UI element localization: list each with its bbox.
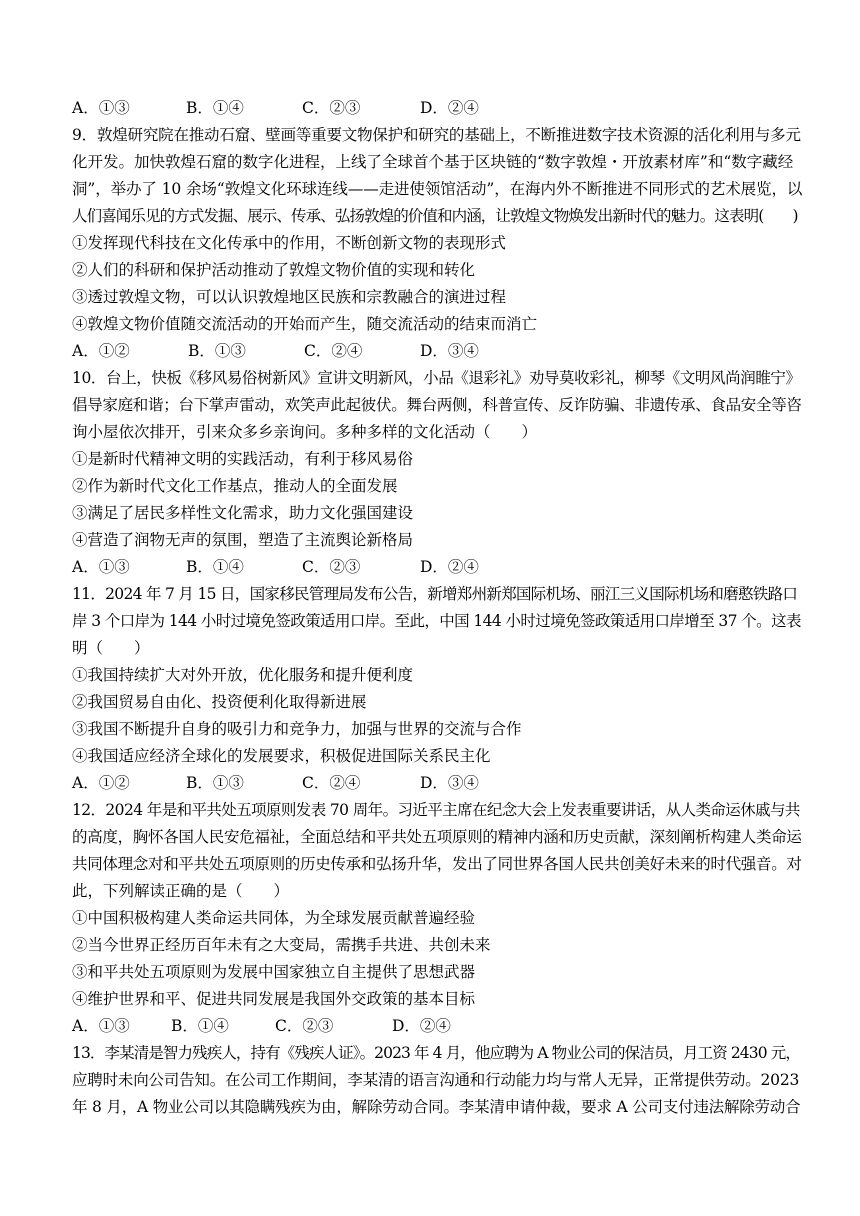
q10-choices	[72, 554, 802, 581]
q12-stem	[72, 797, 802, 905]
q11-option-1: ①我国持续扩大对外开放，优化服务和提升便利度	[72, 666, 414, 684]
q11-option-4: ④我国适应经济全球化的发展要求，积极促进国际关系民主化	[72, 747, 491, 765]
choice-d[interactable]: D．③④	[420, 342, 479, 360]
q9-choices	[72, 338, 802, 365]
q9-option-3: ③透过敦煌文物，可以认识敦煌地区民族和宗教融合的演进过程	[72, 288, 507, 306]
q9-option-2: ②人们的科研和保护活动推动了敦煌文物价值的实现和转化	[72, 261, 476, 279]
q11-option-3: ③我国不断提升自身的吸引力和竞争力，加强与世界的交流与合作	[72, 720, 522, 738]
q11-stem-line: 岸 3 个口岸为 144 小时过境免签政策适用口岸。至此，中国 144 小时过境免签政策适用口岸增至 37 个。这表	[72, 612, 801, 630]
q13-stem-line: 年 8 月，A 物业公司以其隐瞒残疾为由，解除劳动合同。李某清申请仲裁，要求 A 公司支付违法解除劳动合	[72, 1098, 801, 1116]
choice-d[interactable]: D．②④	[392, 1017, 451, 1035]
choice-b[interactable]: B．①④	[186, 558, 244, 576]
choice-d[interactable]: D．②④	[420, 99, 479, 117]
q9-stem-line: 化开发。加快敦煌石窟的数字化进程，上线了全球首个基于区块链的“数字敦煌・开放素材库”和“数字藏经	[72, 153, 794, 171]
q9-stem	[72, 122, 802, 230]
q11-stem	[72, 581, 802, 662]
q12-stem-line: 此，下列解读正确的是（ ）	[72, 882, 290, 900]
choice-c[interactable]: C．②④	[304, 342, 363, 360]
q13-stem-line: 应聘时未向公司告知。在公司工作期间，李某清的语言沟通和行动能力均与常人无异，正常提供劳动。2023	[72, 1071, 800, 1089]
q12-stem-line: 共同体理念对和平共处五项原则的历史传承和弘扬升华，发出了同世界各国人民共创美好未来的时代强音。对	[72, 855, 802, 873]
q12-option-1: ①中国积极构建人类命运共同体，为全球发展贡献普遍经验	[72, 909, 476, 927]
choice-d[interactable]: D．②④	[420, 558, 479, 576]
choice-d[interactable]: D．③④	[420, 774, 479, 792]
choice-b[interactable]: B．①③	[188, 342, 246, 360]
choice-c[interactable]: C．②③	[275, 1017, 334, 1035]
choice-c[interactable]: C．②③	[302, 558, 361, 576]
q11-stem-line: 11．2024 年 7 月 15 日，国家移民管理局发布公告，新增郑州新郑国际机场、丽江三义国际机场和磨憨铁路口	[72, 585, 798, 603]
q12-option-4: ④维护世界和平、促进共同发展是我国外交政策的基本目标	[72, 990, 476, 1008]
choice-b[interactable]: B．①④	[186, 99, 244, 117]
q10-stem-line: 10．台上，快板《移风易俗树新风》宣讲文明新风，小品《退彩礼》劝导莫收彩礼，柳琴《文明风尚润睢宁》	[72, 369, 801, 387]
q9-option-1: ①发挥现代科技在文化传承中的作用，不断创新文物的表现形式	[72, 234, 507, 252]
choice-b[interactable]: B．①④	[171, 1017, 229, 1035]
q10-stem	[72, 365, 802, 446]
choice-c[interactable]: C．②③	[302, 99, 361, 117]
q8-choices	[72, 95, 802, 122]
choice-b[interactable]: B．①③	[186, 774, 244, 792]
q10-option-3: ③满足了居民多样性文化需求，助力文化强国建设	[72, 504, 414, 522]
q12-stem-line: 的高度，胸怀各国人民安危福祉，全面总结和平共处五项原则的精神内涵和历史贡献，深刻阐析构建人类命运	[72, 828, 802, 846]
q11-option-2: ②我国贸易自由化、投资便利化取得新进展	[72, 693, 367, 711]
q10-option-1: ①是新时代精神文明的实践活动，有利于移风易俗	[72, 450, 414, 468]
q13-stem-line: 13．李某清是智力残疾人，持有《残疾人证》。2023 年 4 月，他应聘为 A 物业公司的保洁员，月工资 2430 元，	[72, 1044, 800, 1062]
choice-a[interactable]: A．①②	[72, 774, 130, 792]
q9-stem-line: 9．敦煌研究院在推动石窟、壁画等重要文物保护和研究的基础上，不断推进数字技术资源的活化利用与多元	[72, 126, 801, 144]
choice-a[interactable]: A．①②	[72, 342, 130, 360]
q12-option-3: ③和平共处五项原则为发展中国家独立自主提供了思想武器	[72, 963, 476, 981]
choice-a[interactable]: A．①③	[72, 558, 130, 576]
q10-stem-line: 询小屋依次排开，引来众多乡亲询问。多种多样的文化活动（ ）	[72, 423, 538, 441]
q12-stem-line: 12．2024 年是和平共处五项原则发表 70 周年。习近平主席在纪念大会上发表重要讲话，从人类命运休戚与共	[72, 801, 800, 819]
q10-option-4: ④营造了润物无声的氛围，塑造了主流舆论新格局	[72, 531, 414, 549]
q10-option-2: ②作为新时代文化工作基点，推动人的全面发展	[72, 477, 398, 495]
choice-a[interactable]: A．①③	[72, 99, 130, 117]
q11-stem-line: 明（ ）	[72, 639, 150, 657]
q12-choices	[72, 1013, 802, 1040]
q12-option-2: ②当今世界正经历百年未有之大变局，需携手共进、共创未来	[72, 936, 491, 954]
q9-option-4: ④敦煌文物价值随交流活动的开始而产生，随交流活动的结束而消亡	[72, 315, 538, 333]
q13-stem	[72, 1040, 802, 1121]
choice-c[interactable]: C．②④	[302, 774, 361, 792]
exam-page	[72, 95, 802, 1121]
q9-stem-line: 人们喜闻乐见的方式发掘、展示、传承、弘扬敦煌的价值和内涵，让敦煌文物焕发出新时代的魅力。这表明( )	[72, 207, 798, 225]
q10-stem-line: 倡导家庭和谐；台下掌声雷动，欢笑声此起彼伏。舞台两侧，科普宣传、反诈防骗、非遗传承、食品安全等咨	[72, 396, 802, 414]
choice-a[interactable]: A．①③	[72, 1017, 130, 1035]
q9-stem-line: 洞”，举办了 10 余场“敦煌文化环球连线——走进使领馆活动”，在海内外不断推进不同形式的艺术展览，以	[72, 180, 803, 198]
q11-choices	[72, 770, 802, 797]
